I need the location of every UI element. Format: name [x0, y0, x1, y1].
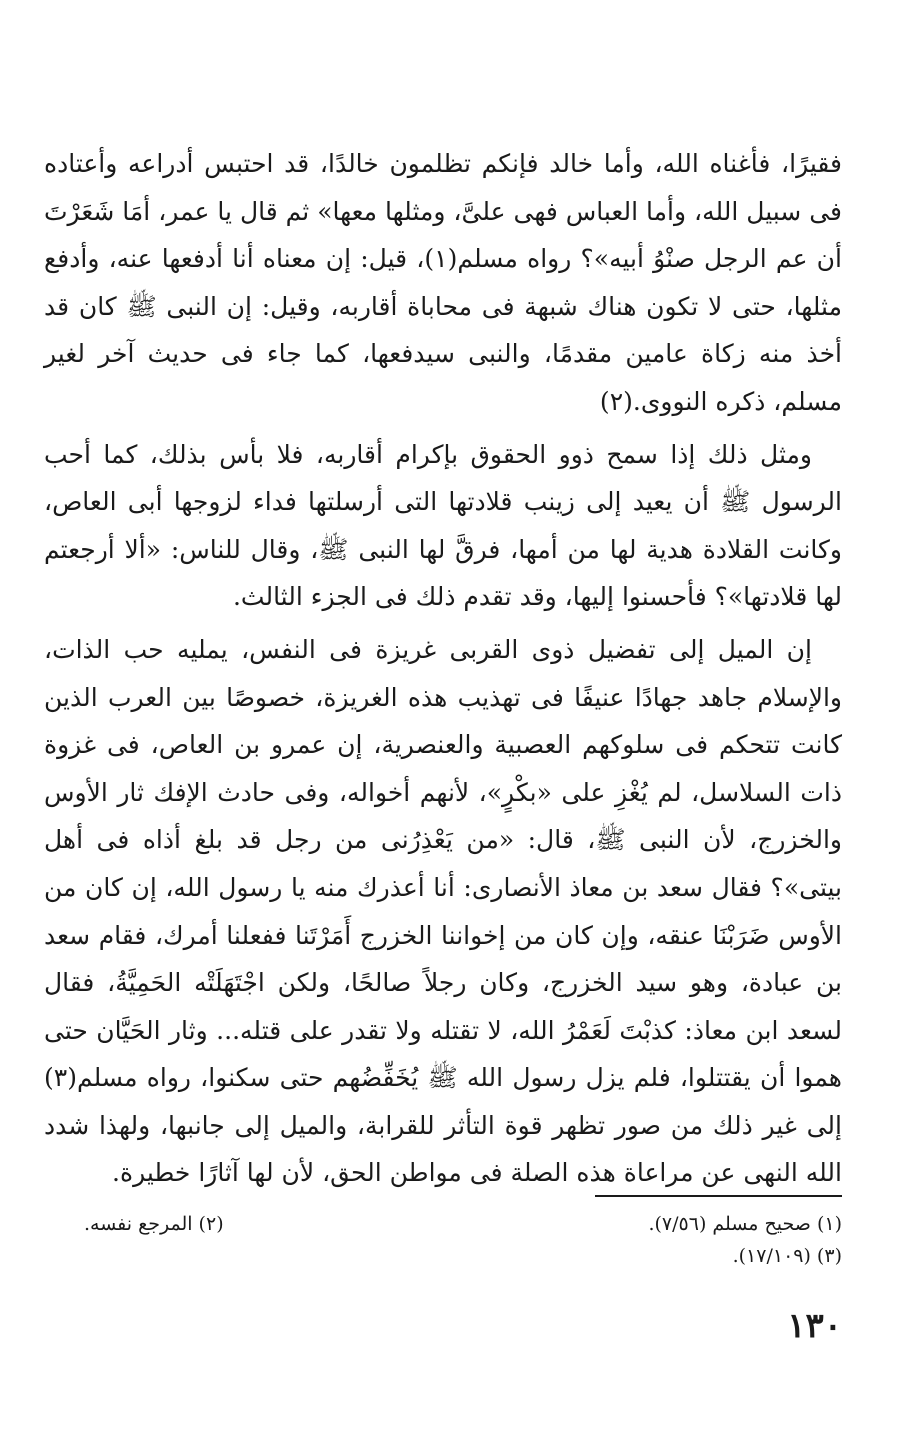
paragraph-1: فقيرًا، فأغناه الله، وأما خالد فإنكم تظلمون خالدًا، قد احتبس أدراعه وأعتاده فى سبيل الله، وأما العباس فهى علىَّ، ومثلها معها» ثم قال يا عمر، أمَا شَعَرْتَ أن عم الرجل صنْوُ أبيه»؟ رواه مسلم(١)، قيل: إن معناه أنا أدفعها عنه، وأدفع مثلها، حتى لا تكون هناك شبهة فى محاباة أقاربه، وقيل: إن النبى ﷺ كان قد أخذ منه زكاة عامين مقدمًا، والنبى سيدفعها، كما جاء فى حديث آخر لغير مسلم، ذكره النووى.(٢): [44, 149, 842, 416]
footnote-divider: [595, 1195, 842, 1197]
footnote-1: (١) صحيح مسلم (٧/٥٦).: [648, 1213, 842, 1235]
footnote-row-1: [44, 1208, 842, 1240]
footnote-3: (٣) (١٧/١٠٩).: [732, 1245, 842, 1267]
paragraph-2: ومثل ذلك إذا سمح ذوو الحقوق بإكرام أقاربه، فلا بأس بذلك، كما أحب الرسول ﷺ أن يعيد إلى زينب قلادتها التى أرسلتها فداء لزوجها أبى العاص، وكانت القلادة هدية لها من أمها، فرقَّ لها النبى ﷺ، وقال للناس: «ألا أرجعتم لها قلادتها»؟ فأحسنوا إليها، وقد تقدم ذلك فى الجزء الثالث.: [44, 439, 842, 612]
paragraph-3: إن الميل إلى تفضيل ذوى القربى غريزة فى النفس، يمليه حب الذات، والإسلام جاهد جهادًا عنيفًا فى تهذيب هذه الغريزة، خصوصًا بين العرب الذين كانت تتحكم فى سلوكهم العصبية والعنصرية، إن عمرو بن العاص، فى غزوة ذات السلاسل، لم يُغْزِ على «بكْرٍ»، لأنهم أخواله، وفى حادث الإفك ثار الأوس والخزرج، لأن النبى ﷺ، قال: «من يَعْذِرُنى من رجل قد بلغ أذاه فى أهل بيتى»؟ فقال سعد بن معاذ الأنصارى: أنا أعذرك منه يا رسول الله، إن كان من الأوس ضَرَبْنَا عنقه، وإن كان من إخواننا الخزرج أَمَرْتَنا ففعلنا أمرك، فقام سعد بن عبادة، وهو سيد الخزرج، وكان رجلاً صالحًا، ولكن اجْتَهَلَتْه الحَمِيَّةُ، فقال لسعد ابن معاذ: كذبْتَ لَعَمْرُ الله، لا تقتله ولا تقدر على قتله... وثار الحَيَّان حتى هموا أن يقتتلوا، فلم يزل رسول الله ﷺ يُخَفِّضُهم حتى سكنوا، رواه مسلم(٣) إلى غير ذلك من صور تظهر قوة التأثر للقرابة، والميل إلى جانبها، ولهذا شدد الله النهى عن مراعاة هذه الصلة فى مواطن الحق، لأن لها آثارًا خطيرة.: [44, 634, 842, 1188]
footnote-row-2: [44, 1240, 842, 1272]
page-number: ١٣٠: [787, 1306, 842, 1346]
footnotes: [44, 1208, 842, 1272]
footnote-2: (٢) المرجع نفسه.: [84, 1213, 224, 1235]
main-text: [44, 140, 842, 1197]
